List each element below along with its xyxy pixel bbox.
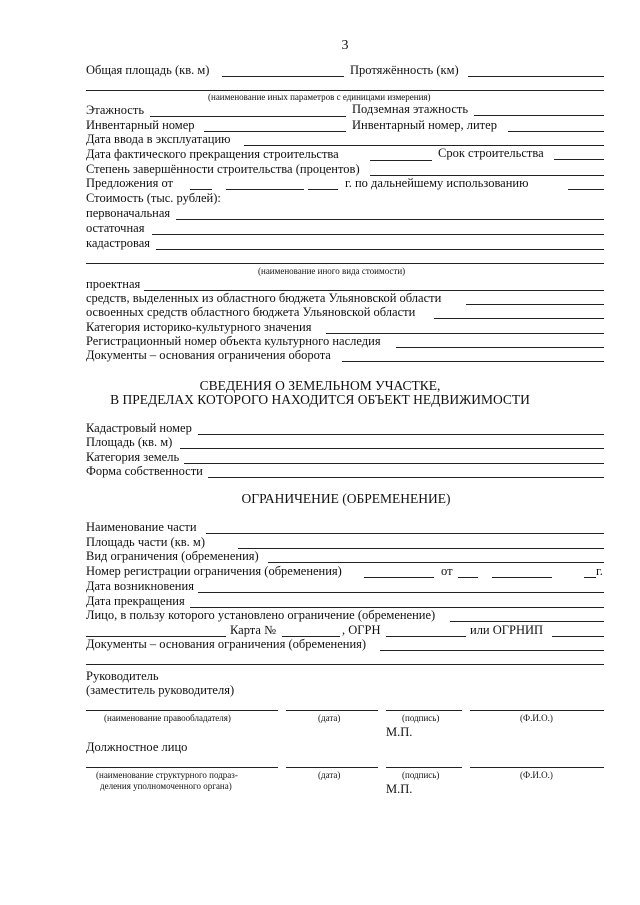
beneficiary-field[interactable] bbox=[450, 621, 604, 622]
card-label: Карта № bbox=[230, 623, 277, 637]
regional-funds-label: средств, выделенных из областного бюджета Ульяновской области bbox=[86, 291, 442, 305]
floors-field[interactable] bbox=[150, 116, 346, 117]
encumbrance-docs-field[interactable] bbox=[380, 650, 604, 651]
official-signature-field[interactable] bbox=[386, 767, 462, 768]
ownership-form-label: Форма собственности bbox=[86, 464, 203, 478]
head-stamp: М.П. bbox=[386, 725, 413, 739]
part-area-label: Площадь части (кв. м) bbox=[86, 535, 205, 549]
proposals-month-field[interactable] bbox=[226, 189, 304, 190]
division-caption-line-1: (наименование структурного подраз- bbox=[96, 770, 238, 780]
land-heading-line-1: СВЕДЕНИЯ О ЗЕМЕЛЬНОМ УЧАСТКЕ, bbox=[199, 378, 441, 393]
cost-label: Стоимость (тыс. рублей): bbox=[86, 191, 221, 205]
ogrn-label: , ОГРН bbox=[342, 623, 381, 637]
land-category-field[interactable] bbox=[184, 463, 604, 464]
encumbrance-month-field[interactable] bbox=[492, 577, 552, 578]
initial-cost-label: первоначальная bbox=[86, 206, 171, 220]
end-date-label: Дата прекращения bbox=[86, 594, 185, 608]
official-fio-caption: (Ф.И.О.) bbox=[520, 770, 553, 780]
land-category-label: Категория земель bbox=[86, 450, 180, 464]
encumbrance-reg-field[interactable] bbox=[364, 577, 434, 578]
regional-funds-used-field[interactable] bbox=[434, 318, 604, 319]
other-value-caption: (наименование иного вида стоимости) bbox=[258, 266, 406, 276]
ogrnip-label: или ОГРНИП bbox=[470, 623, 544, 637]
encumbrance-heading: ОГРАНИЧЕНИЕ (ОБРЕМЕНЕНИЕ) bbox=[241, 491, 451, 506]
part-area-field[interactable] bbox=[238, 548, 604, 549]
regional-funds-field[interactable] bbox=[466, 304, 604, 305]
floors-label: Этажность bbox=[86, 103, 145, 117]
cadastral-number-field[interactable] bbox=[198, 434, 604, 435]
proposals-use-field[interactable] bbox=[568, 189, 604, 190]
residual-cost-field[interactable] bbox=[152, 234, 604, 235]
head-fio-caption: (Ф.И.О.) bbox=[520, 713, 553, 723]
length-field[interactable] bbox=[468, 76, 604, 77]
division-caption-line-2: деления уполномоченного органа) bbox=[100, 781, 232, 791]
encumbrance-reg-label: Номер регистрации ограничения (обременения) bbox=[86, 564, 342, 578]
ogrn-field[interactable] bbox=[386, 636, 466, 637]
cadastral-value-field[interactable] bbox=[156, 249, 604, 250]
other-params-field[interactable] bbox=[86, 90, 604, 91]
inventory-letter-label: Инвентарный номер, литер bbox=[352, 118, 497, 132]
land-area-label: Площадь (кв. м) bbox=[86, 435, 173, 449]
holder-name-caption: (наименование правообладателя) bbox=[104, 713, 231, 723]
proposals-from-label: Предложения от bbox=[86, 176, 174, 190]
circulation-docs-field[interactable] bbox=[342, 361, 604, 362]
start-date-field[interactable] bbox=[198, 592, 604, 593]
head-date-caption: (дата) bbox=[318, 713, 341, 723]
length-label: Протяжённость (км) bbox=[350, 63, 459, 77]
inventory-letter-field[interactable] bbox=[508, 131, 604, 132]
area-label: Общая площадь (кв. м) bbox=[86, 63, 210, 77]
ogrnip-field[interactable] bbox=[552, 636, 604, 637]
construction-period-field[interactable] bbox=[554, 159, 604, 160]
other-params-caption: (наименование иных параметров с единицами измерения) bbox=[208, 92, 431, 102]
encumbrance-type-field[interactable] bbox=[268, 562, 604, 563]
division-name-field[interactable] bbox=[86, 767, 278, 768]
official-fio-field[interactable] bbox=[470, 767, 604, 768]
regional-funds-used-label: освоенных средств областного бюджета Ульяновской области bbox=[86, 305, 416, 319]
heritage-number-field[interactable] bbox=[396, 347, 604, 348]
encumbrance-docs-field-2[interactable] bbox=[86, 664, 604, 665]
head-signature-field[interactable] bbox=[386, 710, 462, 711]
official-date-caption: (дата) bbox=[318, 770, 341, 780]
encumbrance-docs-label: Документы – основания ограничения (обременения) bbox=[86, 637, 367, 651]
head-signature-caption: (подпись) bbox=[402, 713, 440, 723]
proposals-suffix-label: г. по дальнейшему использованию bbox=[345, 176, 529, 190]
part-name-label: Наименование части bbox=[86, 520, 197, 534]
cadastral-number-label: Кадастровый номер bbox=[86, 421, 192, 435]
page-number: 3 bbox=[341, 38, 349, 53]
construction-period-label: Срок строительства bbox=[438, 146, 544, 160]
other-value-field[interactable] bbox=[86, 263, 604, 264]
initial-cost-field[interactable] bbox=[176, 219, 604, 220]
head-fio-field[interactable] bbox=[470, 710, 604, 711]
cadastral-value-label: кадастровая bbox=[86, 236, 151, 250]
encumbrance-day-field[interactable] bbox=[458, 577, 478, 578]
proposals-year-field[interactable] bbox=[308, 189, 338, 190]
official-signature-caption: (подпись) bbox=[402, 770, 440, 780]
beneficiary-label: Лицо, в пользу которого установлено ограничение (обременение) bbox=[86, 608, 436, 622]
area-field[interactable] bbox=[222, 76, 344, 77]
official-stamp: М.П. bbox=[386, 782, 413, 796]
encumbrance-from-label: от bbox=[441, 564, 453, 578]
head-date-field[interactable] bbox=[286, 710, 378, 711]
residual-cost-label: остаточная bbox=[86, 221, 145, 235]
commission-date-field[interactable] bbox=[244, 145, 604, 146]
underground-floors-field[interactable] bbox=[474, 115, 604, 116]
heritage-category-label: Категория историко-культурного значения bbox=[86, 320, 312, 334]
heritage-number-label: Регистрационный номер объекта культурного наследия bbox=[86, 334, 381, 348]
deputy-label: (заместитель руководителя) bbox=[86, 683, 235, 697]
encumbrance-year-suffix: г. bbox=[596, 564, 603, 578]
commission-date-label: Дата ввода в эксплуатацию bbox=[86, 132, 231, 146]
land-heading-line-2: В ПРЕДЕЛАХ КОТОРОГО НАХОДИТСЯ ОБЪЕКТ НЕДВИЖИМОСТИ bbox=[110, 392, 530, 407]
start-date-label: Дата возникновения bbox=[86, 579, 194, 593]
underground-floors-label: Подземная этажность bbox=[352, 102, 469, 116]
holder-name-field[interactable] bbox=[86, 710, 278, 711]
part-name-field[interactable] bbox=[206, 533, 604, 534]
construction-stop-field[interactable] bbox=[370, 160, 432, 161]
encumbrance-type-label: Вид ограничения (обременения) bbox=[86, 549, 259, 563]
head-label: Руководитель bbox=[86, 669, 159, 683]
proposals-day-field[interactable] bbox=[190, 189, 212, 190]
completion-degree-label: Степень завершённости строительства (процентов) bbox=[86, 162, 360, 176]
official-label: Должностное лицо bbox=[86, 740, 188, 754]
design-cost-label: проектная bbox=[86, 277, 141, 291]
official-date-field[interactable] bbox=[286, 767, 378, 768]
encumbrance-year-field[interactable] bbox=[584, 577, 596, 578]
inventory-number-label: Инвентарный номер bbox=[86, 118, 195, 132]
circulation-docs-label: Документы – основания ограничения оборота bbox=[86, 348, 331, 362]
construction-stop-label: Дата фактического прекращения строительства bbox=[86, 147, 339, 161]
land-area-field[interactable] bbox=[180, 448, 604, 449]
ownership-form-field[interactable] bbox=[208, 477, 604, 478]
